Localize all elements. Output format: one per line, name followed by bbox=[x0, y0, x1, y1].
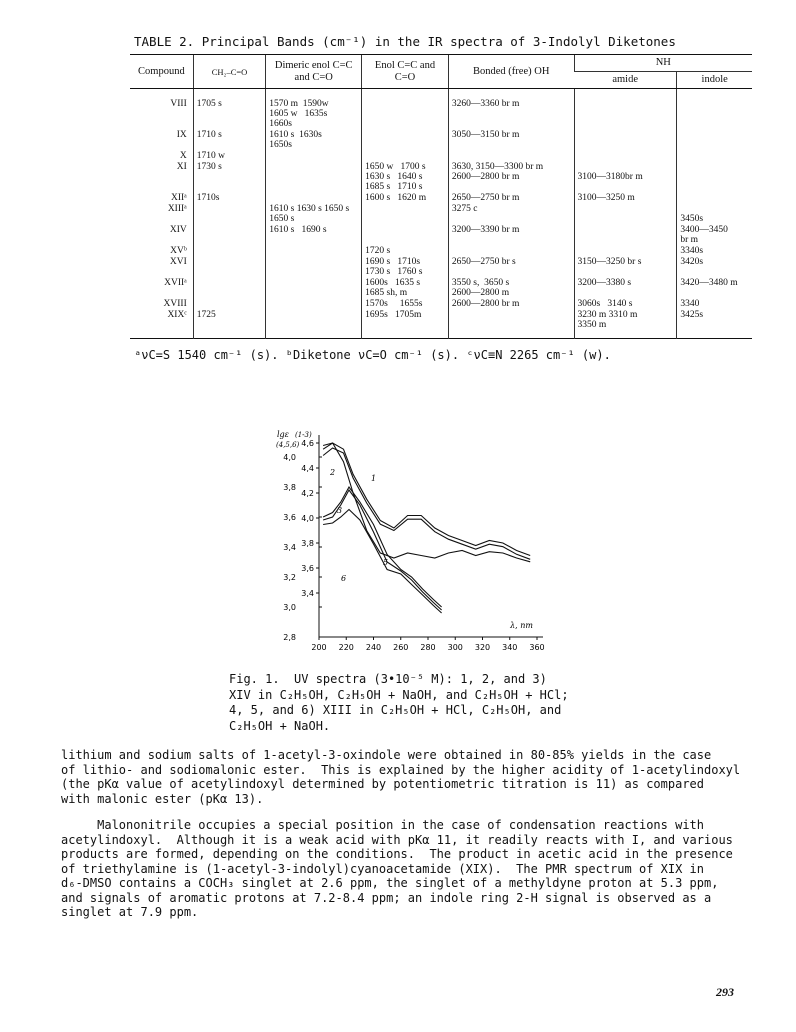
table-cell-dimeric bbox=[266, 192, 362, 203]
table-cell-dimeric bbox=[266, 309, 362, 330]
table-cell-compound: VIII bbox=[170, 99, 187, 109]
table-row bbox=[130, 309, 752, 330]
header-enol: Enol C=C and C=O bbox=[362, 55, 449, 89]
curve-label: 2 bbox=[330, 468, 336, 477]
uv-spectra-figure bbox=[275, 425, 575, 665]
table-cell-dimeric: 1610 s 1630s 1650s bbox=[266, 129, 362, 150]
table-cell-ch2co: 1710 w bbox=[193, 150, 265, 161]
table-cell-dimeric bbox=[266, 150, 362, 161]
y-group-left: (1-3) bbox=[295, 431, 312, 439]
table-cell-indole bbox=[677, 89, 752, 130]
figure-labels bbox=[276, 430, 545, 652]
table-cell-enol bbox=[362, 203, 449, 224]
x-tick-label: 260 bbox=[393, 643, 409, 652]
table-cell-amide: 3100—3180br m bbox=[574, 161, 677, 192]
ir-bands-table bbox=[130, 54, 752, 339]
table-cell-ch2co: 1710s bbox=[193, 192, 265, 203]
y-group-right: (4,5,6) bbox=[276, 441, 300, 449]
table-cell-amide: 3200—3380 s bbox=[574, 277, 677, 298]
table-cell-bonded: 3550 s, 3650 s 2600—2800 m bbox=[448, 277, 574, 298]
ir-table bbox=[130, 54, 752, 339]
y-tick-label-right: 3,0 bbox=[283, 603, 296, 612]
y-tick-label-left: 4,6 bbox=[301, 439, 314, 448]
y-tick-label-left: 4,4 bbox=[301, 464, 314, 473]
table-row bbox=[130, 224, 752, 245]
x-tick-label: 200 bbox=[311, 643, 327, 652]
table-cell-enol: 1695s 1705m bbox=[362, 309, 449, 330]
y-tick-label-left: 4,2 bbox=[301, 489, 314, 498]
table-cell-enol: 1690 s 1710s 1730 s 1760 s bbox=[362, 256, 449, 277]
table-cell-ch2co bbox=[193, 256, 265, 277]
x-tick-label: 360 bbox=[529, 643, 545, 652]
x-tick-label: 240 bbox=[365, 643, 382, 652]
table-cell-compound: XIV bbox=[169, 225, 187, 235]
table-cell-bonded: 3050—3150 br m bbox=[448, 129, 574, 150]
table-cell-dimeric: 1610 s 1690 s bbox=[266, 224, 362, 245]
paragraph-2: Malononitrile occupies a special position in the case of condensation reactions with acetylindoxyl. Although it is a weak acid with pKα 11, it readily reacts with I, and various products are formed, depending on the conditions. The product in acetic acid in the presence of triethylamine is (1-acetyl-3-indolyl)cyanoacetamide (XIX). The PMR spectrum of XIX in d₆-DMSO contains a COCH₃ singlet at 2.6 ppm, the singlet of a methyldyne proton at 5.3 ppm, and signals of aromatic protons at 7.2-8.4 ppm; an indole ring 2-H signal is observed as a singlet at 7.9 ppm. bbox=[61, 818, 733, 919]
table-cell-indole: 3400—3450 br m bbox=[677, 224, 752, 245]
table-cell-compound: XVᵇ bbox=[170, 246, 187, 256]
table-cell-amide: 3150—3250 br s bbox=[574, 256, 677, 277]
table-cell-enol bbox=[362, 89, 449, 130]
table-cell-enol: 1650 w 1700 s 1630 s 1640 s 1685 s 1710 s bbox=[362, 161, 449, 192]
x-unit-label: λ, nm bbox=[510, 621, 533, 630]
table-cell-compound: XVI bbox=[169, 257, 187, 267]
table-row bbox=[130, 277, 752, 298]
table-cell-bonded: 2650—2750 br m bbox=[448, 192, 574, 203]
figure-caption: Fig. 1. UV spectra (3•10⁻⁵ M): 1, 2, and 3) XIV in C₂H₅OH, C₂H₅OH + NaOH, and C₂H₅OH + HCl; 4, 5, and 6) XIII in C₂H₅OH + HCl, C₂H₅OH, and C₂H₅OH + NaOH. bbox=[229, 672, 569, 733]
table-caption: TABLE 2. Principal Bands (cm⁻¹) in the IR spectra of 3-Indolyl Diketones bbox=[134, 34, 676, 49]
curve-label: 6 bbox=[341, 574, 347, 583]
header-nh: NH bbox=[574, 55, 752, 72]
y-tick-label-left: 3,8 bbox=[301, 539, 314, 548]
figure-curves bbox=[323, 443, 530, 613]
table-cell-compound: XVIIᵃ bbox=[164, 278, 187, 288]
table-cell-bonded: 3200—3390 br m bbox=[448, 224, 574, 245]
table-row bbox=[130, 161, 752, 192]
table-cell-bonded: 3630, 3150—3300 br m 2600—2800 br m bbox=[448, 161, 574, 192]
table-cell-amide bbox=[574, 224, 677, 245]
x-tick-label: 280 bbox=[420, 643, 436, 652]
table-cell-enol: 1570s 1655s bbox=[362, 298, 449, 309]
table-cell-bonded: 2600—2800 br m bbox=[448, 298, 574, 309]
table-cell-enol bbox=[362, 224, 449, 245]
table-cell-bonded bbox=[448, 150, 574, 161]
table-cell-enol: 1600 s 1620 m bbox=[362, 192, 449, 203]
x-tick-label: 220 bbox=[338, 643, 354, 652]
paragraph-1: lithium and sodium salts of 1-acetyl-3-oxindole were obtained in 80-85% yields in the case of lithio- and sodiomalonic ester. This is explained by the higher acidity of 1-acetylindoxyl (the pKα value of acetylindoxyl determined by potentiometric titration is 11) as compared with malonic ester (pKα 13). bbox=[61, 748, 741, 806]
table-cell-indole: 3420—3480 m bbox=[677, 277, 752, 298]
table-cell-ch2co bbox=[193, 245, 265, 256]
y-tick-label-left: 3,4 bbox=[301, 589, 314, 598]
y-tick-label-right: 3,2 bbox=[283, 573, 296, 582]
y-tick-label-right: 3,6 bbox=[283, 513, 296, 522]
table-cell-dimeric: 1610 s 1630 s 1650 s 1650 s bbox=[266, 203, 362, 224]
y-tick-label-left: 3,6 bbox=[301, 564, 314, 573]
table-cell-indole: 3450s bbox=[677, 203, 752, 224]
table-cell-amide bbox=[574, 203, 677, 224]
table-cell-ch2co bbox=[193, 224, 265, 245]
y-tick-label-right: 3,4 bbox=[283, 543, 296, 552]
table-cell-amide bbox=[574, 150, 677, 161]
table-cell-bonded: 2650—2750 br s bbox=[448, 256, 574, 277]
table-row bbox=[130, 129, 752, 150]
header-ch2co: CH₂–C=O bbox=[193, 55, 265, 89]
table-cell-indole: 3340s bbox=[677, 245, 752, 256]
spectrum-curve-1 bbox=[323, 443, 530, 556]
table-cell-dimeric bbox=[266, 277, 362, 298]
table-cell-dimeric: 1570 m 1590w 1605 w 1635s 1660s bbox=[266, 89, 362, 130]
x-tick-label: 340 bbox=[502, 643, 518, 652]
table-cell-dimeric bbox=[266, 298, 362, 309]
y-tick-label-right: 3,8 bbox=[283, 483, 296, 492]
table-cell-compound: XIXᶜ bbox=[167, 310, 187, 320]
x-tick-label: 320 bbox=[474, 643, 491, 652]
table-cell-compound: X bbox=[179, 151, 187, 161]
table-cell-ch2co bbox=[193, 277, 265, 298]
table-row bbox=[130, 256, 752, 277]
table-cell-enol: 1600s 1635 s 1685 sh, m bbox=[362, 277, 449, 298]
table-cell-bonded: 3275 c bbox=[448, 203, 574, 224]
table-row bbox=[130, 245, 752, 256]
table-body bbox=[130, 89, 752, 339]
table-row bbox=[130, 89, 752, 130]
y-tick-label-right: 4,0 bbox=[283, 453, 296, 462]
table-cell-indole: 3420s bbox=[677, 256, 752, 277]
table-cell-enol: 1720 s bbox=[362, 245, 449, 256]
x-tick-label: 300 bbox=[447, 643, 463, 652]
table-cell-indole bbox=[677, 192, 752, 203]
table-cell-compound: IX bbox=[176, 130, 187, 140]
table-cell-dimeric bbox=[266, 256, 362, 277]
table-cell-ch2co bbox=[193, 298, 265, 309]
table-cell-compound: XI bbox=[176, 162, 187, 172]
table-cell-ch2co: 1725 bbox=[193, 309, 265, 330]
table-row-spacer bbox=[130, 330, 752, 339]
header-amide: amide bbox=[574, 72, 677, 89]
table-cell-enol bbox=[362, 129, 449, 150]
table-cell-indole: 3425s bbox=[677, 309, 752, 330]
table-cell-amide: 3060s 3140 s bbox=[574, 298, 677, 309]
header-dimeric: Dimeric enol C=C and C=O bbox=[266, 55, 362, 89]
table-cell-bonded bbox=[448, 309, 574, 330]
page-number: 293 bbox=[716, 985, 734, 999]
table-cell-indole bbox=[677, 161, 752, 192]
table-cell-amide: 3230 m 3310 m 3350 m bbox=[574, 309, 677, 330]
curve-label: 3 bbox=[337, 506, 343, 515]
header-compound: Compound bbox=[130, 55, 193, 89]
table-cell-ch2co: 1705 s bbox=[193, 89, 265, 130]
y-axis-label: lgε bbox=[277, 430, 289, 439]
table-cell-enol bbox=[362, 150, 449, 161]
table-cell-amide bbox=[574, 89, 677, 130]
table-cell-indole: 3340 bbox=[677, 298, 752, 309]
table-row bbox=[130, 203, 752, 224]
table-footnotes: ᵃνC=S 1540 cm⁻¹ (s). ᵇDiketone νC=O cm⁻¹ (s). ᶜνC≡N 2265 cm⁻¹ (w). bbox=[134, 348, 611, 362]
table-cell-dimeric bbox=[266, 161, 362, 192]
header-indole: indole bbox=[677, 72, 752, 89]
table-row bbox=[130, 192, 752, 203]
table-cell-amide bbox=[574, 129, 677, 150]
table-cell-ch2co bbox=[193, 203, 265, 224]
table-cell-indole bbox=[677, 150, 752, 161]
table-cell-amide: 3100—3250 m bbox=[574, 192, 677, 203]
table-cell-bonded bbox=[448, 245, 574, 256]
y-tick-label-right: 2,8 bbox=[283, 633, 296, 642]
table-cell-ch2co: 1710 s bbox=[193, 129, 265, 150]
curve-label: 1 bbox=[371, 474, 377, 483]
table-cell-compound: XVIII bbox=[163, 299, 187, 309]
table-cell-ch2co: 1730 s bbox=[193, 161, 265, 192]
y-tick-label-left: 4,0 bbox=[301, 514, 314, 523]
spectrum-curve-3 bbox=[323, 443, 530, 562]
table-cell-amide bbox=[574, 245, 677, 256]
table-cell-indole bbox=[677, 129, 752, 150]
header-bonded: Bonded (free) OH bbox=[448, 55, 574, 89]
table-cell-compound: XIIᵃ bbox=[170, 193, 187, 203]
table-row bbox=[130, 298, 752, 309]
table-cell-dimeric bbox=[266, 245, 362, 256]
curve-label: 5 bbox=[383, 558, 389, 567]
table-cell-compound: XIIIᵃ bbox=[167, 204, 187, 214]
table-cell-bonded: 3260—3360 br m bbox=[448, 89, 574, 130]
table-row bbox=[130, 150, 752, 161]
